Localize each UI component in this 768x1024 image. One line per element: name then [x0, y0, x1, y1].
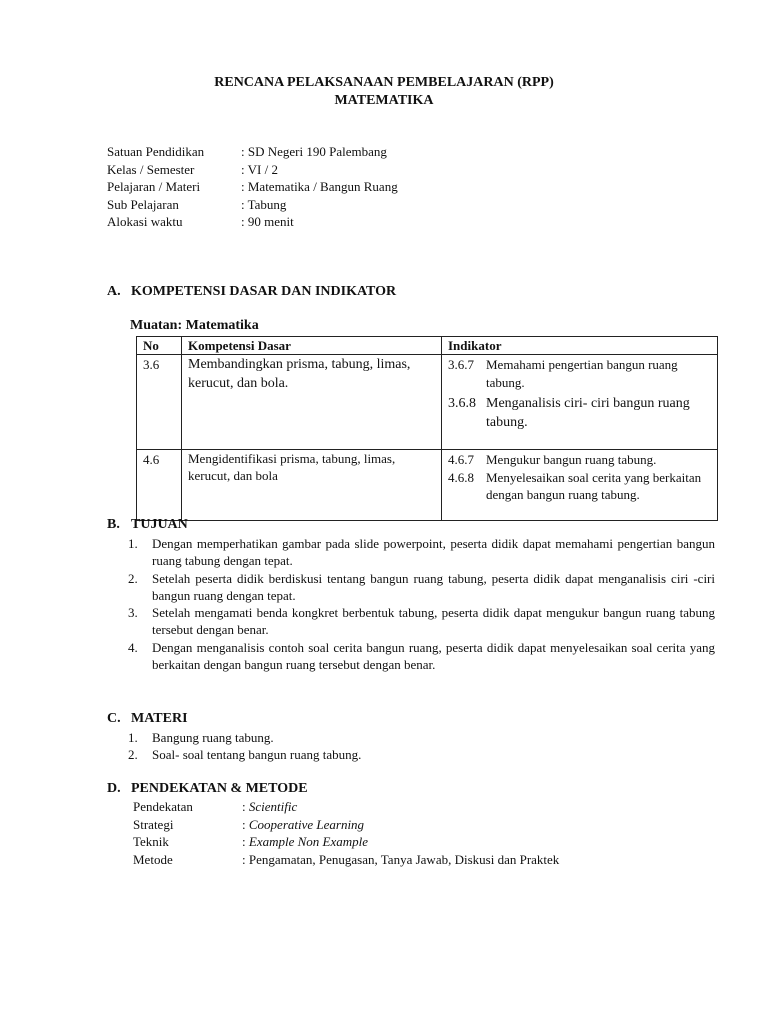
metode-key: Pendekatan: [133, 799, 193, 814]
info-key: Sub Pelajaran: [107, 196, 179, 212]
cell-no: 3.6: [137, 355, 182, 450]
table-row: [137, 450, 718, 521]
metode-row-strategi: [133, 816, 559, 834]
indikator-text: Mengukur bangun ruang tabung.: [486, 452, 657, 467]
section-title: PENDEKATAN & METODE: [131, 781, 308, 796]
info-key: Alokasi waktu: [107, 214, 183, 229]
list-item: [128, 604, 715, 639]
indikator-num: 3.6.8: [448, 396, 476, 411]
list-text: Setelah peserta didik berdiskusi tentang bangun ruang tabung, peserta didik dapat menganalisis ciri -ciri bangun ruang dengan tepat.: [152, 570, 715, 603]
indikator-item: [448, 469, 711, 504]
metode-value: Example Non Example: [248, 834, 369, 849]
info-value: : Matematika / Bangun Ruang: [241, 179, 398, 194]
indikator-text: Memahami pengertian bangun ruang tabung.: [486, 357, 678, 390]
document-subtitle: MATEMATIKA: [334, 93, 434, 108]
cell-indikator: [442, 450, 718, 521]
muatan-label: Muatan: Matematika: [130, 318, 259, 333]
section-c-heading: [107, 711, 188, 727]
section-a-heading: [107, 284, 396, 300]
info-row-pelajaran: [107, 178, 398, 196]
cell-kd: Mengidentifikasi prisma, tabung, limas, kerucut, dan bola: [182, 450, 442, 521]
metode-row-teknik: [133, 833, 559, 851]
info-row-kelas: [107, 161, 398, 179]
document-title: RENCANA PELAKSANAAN PEMBELAJARAN (RPP): [214, 75, 554, 90]
section-title: MATERI: [131, 711, 188, 726]
list-text: Dengan menganalisis contoh soal cerita bangun ruang, peserta didik dapat menyelesaikan soal cerita yang berkaitan dengan bangun ruang tersebut dengan benar.: [152, 639, 715, 673]
info-value: : SD Negeri 190 Palembang: [241, 144, 387, 159]
indikator-num: 4.6.8: [448, 469, 474, 485]
indikator-item: [448, 451, 711, 469]
indikator-item: [448, 356, 711, 391]
indikator-num: 3.6.7: [448, 357, 474, 372]
metode-colon: :: [242, 851, 249, 867]
info-key: Pelajaran / Materi: [107, 179, 201, 194]
list-text: Setelah mengamati benda kongkret berbentuk tabung, peserta didik dapat mengukur bangun ruang tabung tersebut dengan benar.: [152, 605, 715, 638]
tujuan-list: [128, 535, 715, 673]
info-key: Kelas / Semester: [107, 161, 195, 177]
section-letter: B.: [107, 517, 120, 532]
metode-row-pendekatan: [133, 798, 559, 816]
info-row-satuan: [107, 143, 398, 161]
metode-key: Teknik: [133, 834, 169, 849]
header-indikator: Indikator: [442, 337, 718, 355]
table-header-row: [137, 337, 718, 355]
list-text: Bangung ruang tabung.: [152, 730, 274, 745]
info-value: : 90 menit: [241, 214, 294, 229]
list-number: 2.: [128, 747, 138, 763]
list-item: [128, 639, 715, 674]
kompetensi-table: [136, 336, 718, 521]
list-number: 3.: [128, 605, 138, 621]
section-letter: D.: [107, 781, 121, 796]
info-value: : Tabung: [241, 196, 287, 212]
metode-colon: :: [242, 834, 249, 849]
indikator-text: Menyelesaikan soal cerita yang berkaitan dengan bangun ruang tabung.: [486, 469, 702, 502]
cell-no: 4.6: [137, 450, 182, 521]
list-item: [128, 746, 715, 763]
section-letter: C.: [107, 711, 121, 726]
metode-block: [133, 798, 559, 868]
info-value: : VI / 2: [241, 161, 278, 177]
metode-colon: :: [242, 799, 249, 814]
list-number: 1.: [128, 730, 138, 745]
list-number: 2.: [128, 570, 138, 586]
indikator-text: Menganalisis ciri- ciri bangun ruang tabung.: [486, 396, 690, 430]
metode-value: Pengamatan, Penugasan, Tanya Jawab, Diskusi dan Praktek: [248, 851, 560, 867]
list-number: 1.: [128, 536, 138, 551]
list-number: 4.: [128, 639, 138, 655]
metode-row-metode: [133, 851, 559, 869]
section-d-heading: [107, 781, 308, 797]
section-title: TUJUAN: [131, 517, 188, 532]
cell-indikator: [442, 355, 718, 450]
list-text: Soal- soal tentang bangun ruang tabung.: [152, 747, 362, 763]
info-row-sub: [107, 196, 398, 214]
list-text: Dengan memperhatikan gambar pada slide powerpoint, peserta didik dapat memahami pengertian bangun ruang tabung dengan tepat.: [152, 536, 715, 569]
table-row: [137, 355, 718, 450]
list-item: [128, 535, 715, 570]
header-no: No: [137, 337, 182, 355]
list-item: [128, 729, 715, 746]
info-row-alokasi: [107, 213, 398, 231]
metode-value: Scientific: [248, 799, 298, 814]
list-item: [128, 570, 715, 605]
metode-key: Strategi: [133, 816, 174, 832]
cell-kd: Membandingkan prisma, tabung, limas, kerucut, dan bola.: [182, 355, 442, 450]
metode-key: Metode: [133, 851, 173, 867]
indikator-item: [448, 394, 711, 432]
section-b-heading: [107, 517, 188, 533]
section-title: KOMPETENSI DASAR DAN INDIKATOR: [131, 284, 397, 299]
identity-block: [107, 143, 398, 231]
metode-colon: :: [242, 816, 249, 832]
section-letter: A.: [107, 284, 121, 299]
header-kd: Kompetensi Dasar: [182, 337, 442, 355]
metode-value: Cooperative Learning: [248, 816, 365, 832]
info-key: Satuan Pendidikan: [107, 144, 205, 159]
indikator-num: 4.6.7: [448, 452, 474, 467]
materi-list: [128, 729, 715, 764]
